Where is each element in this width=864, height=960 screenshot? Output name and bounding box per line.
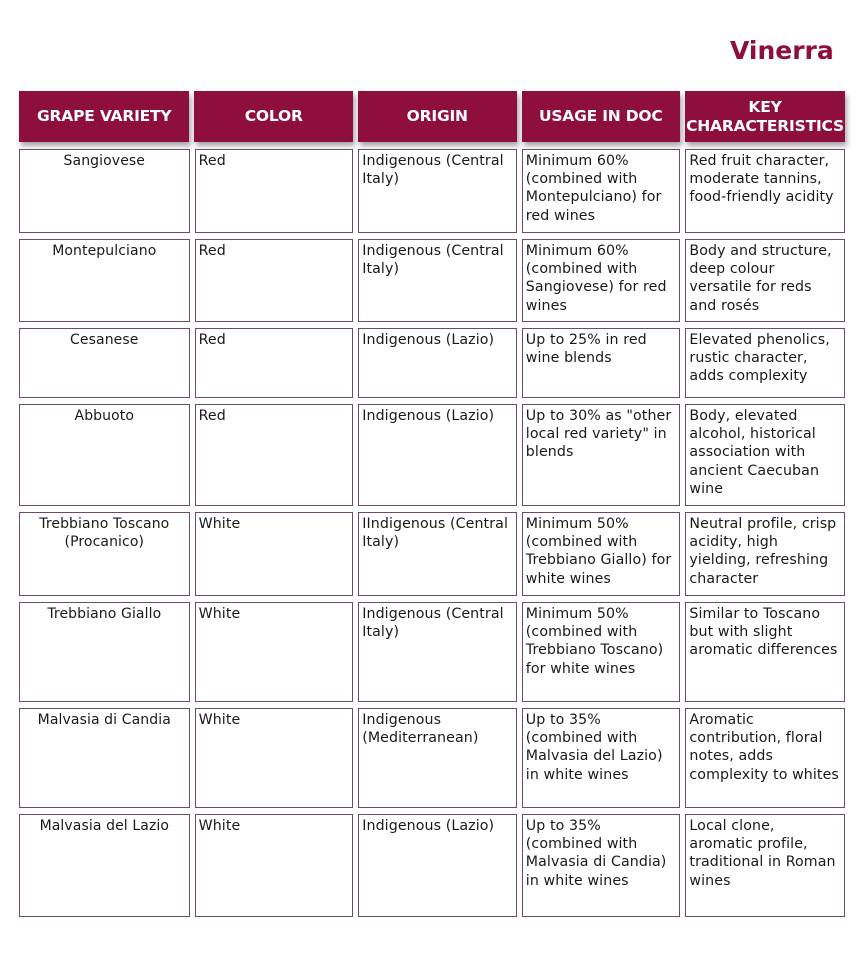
cell-characteristics: Red fruit character, moderate tannins, food-friendly acidity (685, 149, 845, 233)
cell-usage: Minimum 50% (combined with Trebbiano Toscano) for white wines (522, 602, 681, 702)
cell-characteristics: Body, elevated alcohol, historical association with ancient Caecuban wine (685, 404, 845, 506)
cell-color: White (195, 814, 354, 917)
cell-color: Red (195, 239, 354, 322)
cell-grape-variety: Montepulciano (19, 239, 190, 322)
vinerra-logo (730, 30, 834, 70)
logo-text: Vinerra (730, 35, 834, 65)
cell-usage: Minimum 60% (combined with Sangiovese) for red wines (522, 239, 681, 322)
cell-origin: Indigenous (Lazio) (358, 814, 517, 917)
table-row (19, 404, 845, 506)
cell-origin: Indigenous (Central Italy) (358, 602, 517, 702)
cell-origin: Indigenous (Mediterranean) (358, 708, 517, 808)
cell-color: Red (195, 404, 354, 506)
table-row (19, 239, 845, 322)
cell-characteristics: Aromatic contribution, floral notes, adds complexity to whites (685, 708, 845, 808)
cell-color: White (195, 602, 354, 702)
cell-grape-variety: Trebbiano Toscano (Procanico) (19, 512, 190, 596)
table-row (19, 708, 845, 808)
cell-characteristics: Body and structure, deep colour versatile for reds and rosés (685, 239, 845, 322)
cell-origin: Indigenous (Central Italy) (358, 239, 517, 322)
cell-color: White (195, 512, 354, 596)
cell-grape-variety: Abbuoto (19, 404, 190, 506)
table-row (19, 602, 845, 702)
cell-origin: IIndigenous (Central Italy) (358, 512, 517, 596)
cell-grape-variety: Cesanese (19, 328, 190, 398)
table-row (19, 512, 845, 596)
cell-characteristics: Neutral profile, crisp acidity, high yielding, refreshing character (685, 512, 845, 596)
cell-usage: Up to 25% in red wine blends (522, 328, 681, 398)
cell-usage: Minimum 60% (combined with Montepulciano) for red wines (522, 149, 681, 233)
cell-color: White (195, 708, 354, 808)
header-origin: ORIGIN (358, 91, 517, 142)
header-usage-in-doc: USAGE IN DOC (522, 91, 681, 142)
cell-usage: Up to 35% (combined with Malvasia del Lazio) in white wines (522, 708, 681, 808)
table-row (19, 149, 845, 233)
cell-color: Red (195, 328, 354, 398)
cell-origin: Indigenous (Central Italy) (358, 149, 517, 233)
table-header-row (19, 91, 845, 142)
table-row (19, 814, 845, 917)
header-grape-variety: GRAPE VARIETY (19, 91, 189, 142)
cell-usage: Up to 35% (combined with Malvasia di Candia) in white wines (522, 814, 681, 917)
cell-usage: Minimum 50% (combined with Trebbiano Giallo) for white wines (522, 512, 681, 596)
grape-variety-table (19, 91, 845, 923)
cell-grape-variety: Malvasia di Candia (19, 708, 190, 808)
cell-grape-variety: Malvasia del Lazio (19, 814, 190, 917)
cell-characteristics: Similar to Toscano but with slight aromatic differences (685, 602, 845, 702)
cell-usage: Up to 30% as "other local red variety" in blends (522, 404, 681, 506)
table-row (19, 328, 845, 398)
header-color: COLOR (194, 91, 353, 142)
cell-characteristics: Elevated phenolics, rustic character, adds complexity (685, 328, 845, 398)
cell-origin: Indigenous (Lazio) (358, 404, 517, 506)
header-key-characteristics: KEY CHARACTERISTICS (685, 91, 845, 142)
cell-grape-variety: Sangiovese (19, 149, 190, 233)
cell-grape-variety: Trebbiano Giallo (19, 602, 190, 702)
cell-color: Red (195, 149, 354, 233)
cell-characteristics: Local clone, aromatic profile, traditional in Roman wines (685, 814, 845, 917)
cell-origin: Indigenous (Lazio) (358, 328, 517, 398)
